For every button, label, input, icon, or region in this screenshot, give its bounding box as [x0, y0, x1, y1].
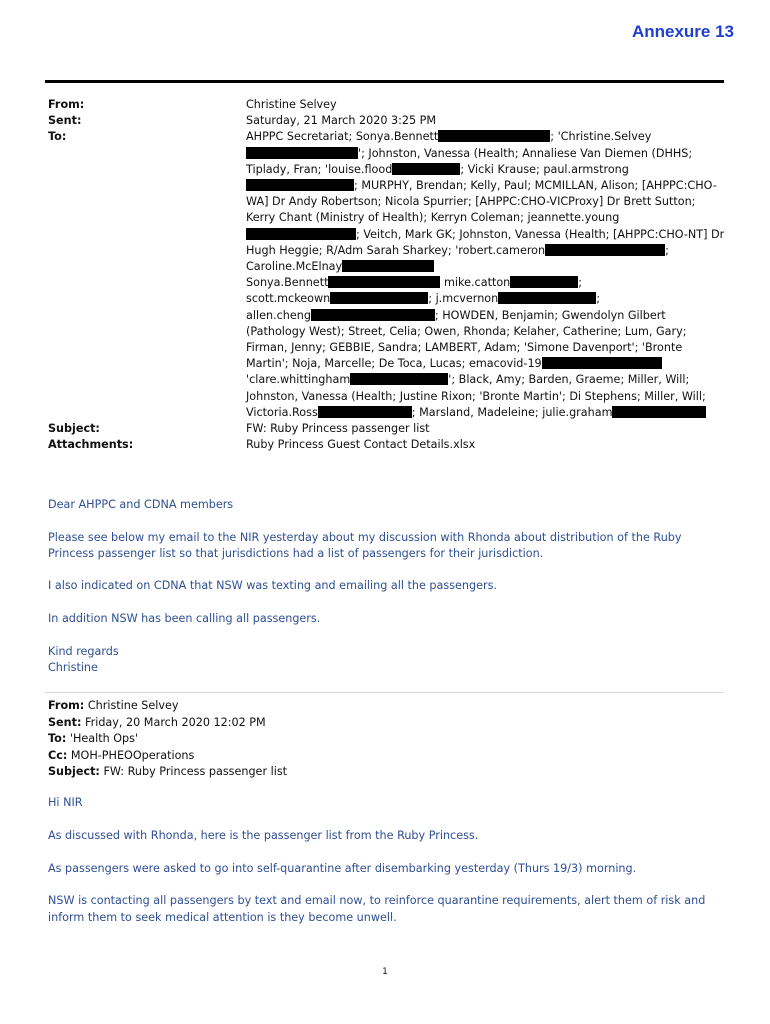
forward-separator	[45, 692, 724, 693]
signature-name: Christine	[48, 660, 98, 674]
fwd-cc-value: MOH-PHEOOperations	[70, 748, 195, 762]
redaction-block	[542, 357, 662, 369]
redaction-block	[311, 309, 435, 321]
to-value	[246, 129, 728, 421]
to-segment: ; HOWDEN, Benjamin; Gwendolyn Gilbert (Pathology West); Street, Celia; Owen, Rhonda; Kelaher, Catherine; Lum, Gary; Firman, Jenny; GEBBIE, Sandra; LAMBERT, Adam; 'Simone Davenport'; 'Bronte Martin'; Noja, Marcelle; De Toca, Lucas; emacovid-19	[246, 308, 691, 371]
redaction-block	[510, 276, 578, 288]
redaction-block	[246, 147, 358, 159]
signoff: Kind regards	[48, 644, 119, 658]
subject-label: Subject:	[48, 422, 100, 436]
from-row	[48, 97, 728, 113]
to-segment: ; 'Christine.Selvey	[550, 130, 652, 144]
redaction-block	[318, 406, 412, 418]
to-segment: '; Black, Amy; Barden, Graeme; Miller, Will; Johnston, Vanessa (Health; Justine Rixon; 'Bronte Martin'; Di Stephens; Miller, Will; Victoria.Ross	[246, 373, 710, 419]
fwd-cc-row	[48, 748, 728, 765]
to-segment: '; Johnston, Vanessa (Health; Annaliese Van Diemen (DHHS; Tiplady, Fran; 'louise.flood	[246, 146, 696, 176]
to-segment: ; Marsland, Madeleine; julie.graham	[411, 405, 613, 419]
to-segment: ; Caroline.McElnay	[246, 243, 673, 274]
to-segment: ; j.mcvernon	[428, 292, 499, 306]
forwarded-header	[48, 698, 728, 781]
fwd-from-value: Christine Selvey	[87, 699, 179, 712]
email-header	[48, 97, 728, 453]
to-segment: 'clare.whittingham	[246, 373, 351, 387]
to-row	[48, 129, 728, 421]
paragraph: NSW is contacting all passengers by text and email now, to reinforce quarantine requirements, alert them of risk and inform them to seek medical attention is they become unwell.	[48, 894, 706, 924]
paragraph: As discussed with Rhonda, here is the passenger list from the Ruby Princess.	[48, 828, 479, 842]
page-number: 1	[382, 967, 388, 977]
redaction-block	[545, 244, 665, 256]
paragraph: As passengers were asked to go into self-quarantine after disembarking yesterday (Thurs 19/3) morning.	[48, 861, 637, 875]
paragraph: I also indicated on CDNA that NSW was texting and emailing all the passengers.	[48, 579, 497, 593]
to-label: To:	[48, 130, 67, 144]
redaction-block	[498, 292, 596, 304]
to-segment: Sonya.Bennett	[246, 276, 329, 290]
fwd-sent-label: Sent:	[48, 715, 82, 729]
to-segment: ;	[578, 276, 583, 290]
header-rule	[45, 80, 724, 83]
fwd-from-label: From:	[48, 699, 85, 712]
to-segment: ; Veitch, Mark GK; Johnston, Vanessa (Health; [AHPPC:CHO-NT] Dr Hugh Heggie; R/Adm Sarah Sharkey; 'robert.cameron	[246, 227, 728, 257]
fwd-sent-value: Friday, 20 March 2020 12:02 PM	[85, 715, 266, 729]
subject-row	[48, 421, 728, 437]
annexure-label: Annexure 13	[631, 22, 734, 41]
to-segment: allen.cheng	[246, 308, 311, 322]
subject-value: FW: Ruby Princess passenger list	[246, 422, 430, 436]
redaction-block	[246, 228, 356, 240]
redaction-block	[350, 373, 448, 385]
forwarded-body	[48, 795, 728, 942]
redaction-block	[328, 276, 440, 288]
greeting: Dear AHPPC and CDNA members	[48, 498, 234, 511]
to-segment: scott.mckeown	[246, 292, 331, 306]
paragraph: In addition NSW has been calling all passengers.	[48, 611, 321, 625]
fwd-from-row	[48, 698, 728, 715]
message-body	[48, 497, 728, 676]
fwd-to-value: 'Health Ops'	[69, 732, 139, 746]
fwd-subject-value: FW: Ruby Princess passenger list	[103, 765, 288, 779]
redaction-block	[612, 406, 706, 418]
to-segment: mike.catton	[444, 276, 511, 290]
redaction-block	[246, 179, 354, 191]
fwd-subject-label: Subject:	[48, 765, 100, 779]
paragraph: Please see below my email to the NIR yesterday about my discussion with Rhonda about distribution of the Ruby Princess passenger list so that jurisdictions had a list of passengers for their jurisdiction.	[48, 530, 682, 560]
redaction-block	[330, 292, 428, 304]
attachments-row	[48, 437, 728, 453]
fwd-subject-row	[48, 764, 728, 781]
from-value: Christine Selvey	[246, 98, 337, 111]
to-segment: ;	[596, 292, 601, 306]
fwd-to-label: To:	[48, 732, 67, 746]
greeting: Hi NIR	[48, 796, 83, 809]
redaction-block	[392, 163, 460, 175]
sent-value: Saturday, 21 March 2020 3:25 PM	[246, 114, 437, 128]
sent-label: Sent:	[48, 114, 82, 128]
to-segment: ; MURPHY, Brendan; Kelly, Paul; MCMILLAN, Alison; [AHPPC:CHO-WA] Dr Andy Robertson; Nicola Spurrier; [AHPPC:CHO-VICProxy] Dr Brett Sutton; Kerry Chant (Ministry of Health); Kerryn Coleman; jeannette.young	[246, 179, 717, 225]
to-segment: AHPPC Secretariat; Sonya.Bennett	[246, 130, 439, 144]
redaction-block	[342, 260, 434, 272]
fwd-sent-row	[48, 715, 728, 732]
fwd-to-row	[48, 731, 728, 748]
from-label: From:	[48, 98, 85, 111]
fwd-cc-label: Cc:	[48, 748, 68, 762]
sent-row	[48, 113, 728, 129]
attachment-link[interactable]: Ruby Princess Guest Contact Details.xlsx	[246, 438, 476, 452]
redaction-block	[438, 130, 550, 142]
to-segment: ; Vicki Krause; paul.armstrong	[460, 162, 629, 176]
attachments-label: Attachments:	[48, 438, 134, 452]
